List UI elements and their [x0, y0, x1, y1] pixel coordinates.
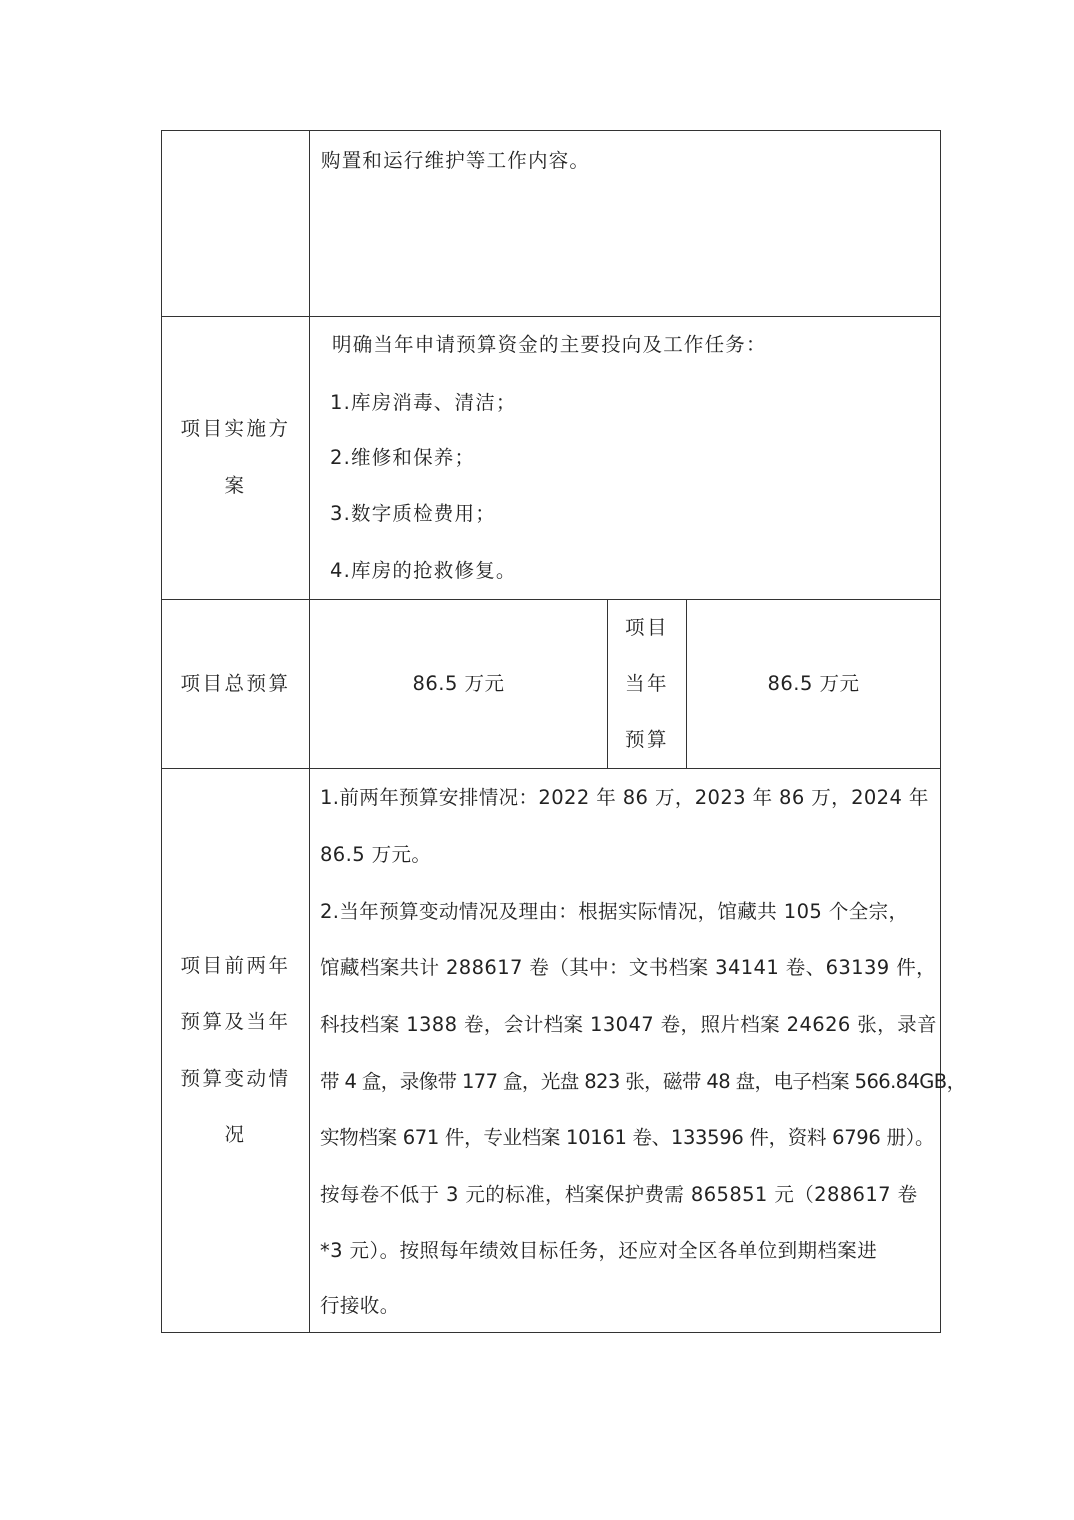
current-budget-value: 86.5 万元: [767, 672, 860, 695]
current-budget-label-line1: 项目: [624, 616, 669, 639]
changes-line: 86.5 万元。: [320, 843, 432, 866]
changes-line: 按每卷不低于 3 元的标准，档案保护费需 865851 元（288617 卷: [320, 1183, 918, 1206]
changes-label-line1: 项目前两年: [180, 954, 291, 977]
continued-content: 购置和运行维护等工作内容。: [321, 149, 591, 172]
changes-line: 馆藏档案共计 288617 卷（其中：文书档案 34141 卷、63139 件，: [320, 956, 936, 979]
implementation-line: 1.库房消毒、清洁；: [330, 391, 517, 414]
changes-line: 科技档案 1388 卷，会计档案 13047 卷，照片档案 24626 张，录音: [320, 1013, 937, 1036]
changes-label-line3: 预算变动情: [180, 1067, 291, 1090]
budget-table: [161, 130, 966, 1333]
changes-line: 行接收。: [320, 1294, 400, 1317]
implementation-label-line2: 案: [224, 474, 247, 497]
implementation-line: 3.数字质检费用；: [330, 502, 496, 525]
total-budget-label: 项目总预算: [180, 672, 291, 695]
implementation-line: 2.维修和保养；: [330, 446, 476, 469]
current-budget-label-line3: 预算: [624, 728, 669, 751]
changes-line: 实物档案 671 件，专业档案 10161 卷、133596 件，资料 6796 册）。: [320, 1126, 935, 1149]
row-divider: [162, 599, 940, 600]
row-divider: [162, 768, 940, 769]
changes-label-line4: 况: [224, 1123, 247, 1146]
total-budget-value: 86.5 万元: [412, 672, 505, 695]
changes-label-line2: 预算及当年: [180, 1010, 291, 1033]
implementation-label-line1: 项目实施方: [180, 417, 291, 440]
current-budget-label-line2: 当年: [624, 672, 669, 695]
changes-line: *3 元）。按照每年绩效目标任务，还应对全区各单位到期档案进: [320, 1239, 878, 1262]
changes-line: 带 4 盒，录像带 177 盒，光盘 823 张，磁带 48 盘，电子档案 566.84GB，: [320, 1070, 966, 1093]
changes-line: 2.当年预算变动情况及理由：根据实际情况，馆藏共 105 个全宗，: [320, 900, 909, 923]
changes-line: 1.前两年预算安排情况：2022 年 86 万，2023 年 86 万，2024 年: [320, 786, 929, 809]
row-divider: [162, 316, 940, 317]
column-divider: [309, 131, 310, 1332]
implementation-line: 4.库房的抢救修复。: [330, 559, 517, 582]
implementation-line: 明确当年申请预算资金的主要投向及工作任务：: [332, 333, 767, 356]
